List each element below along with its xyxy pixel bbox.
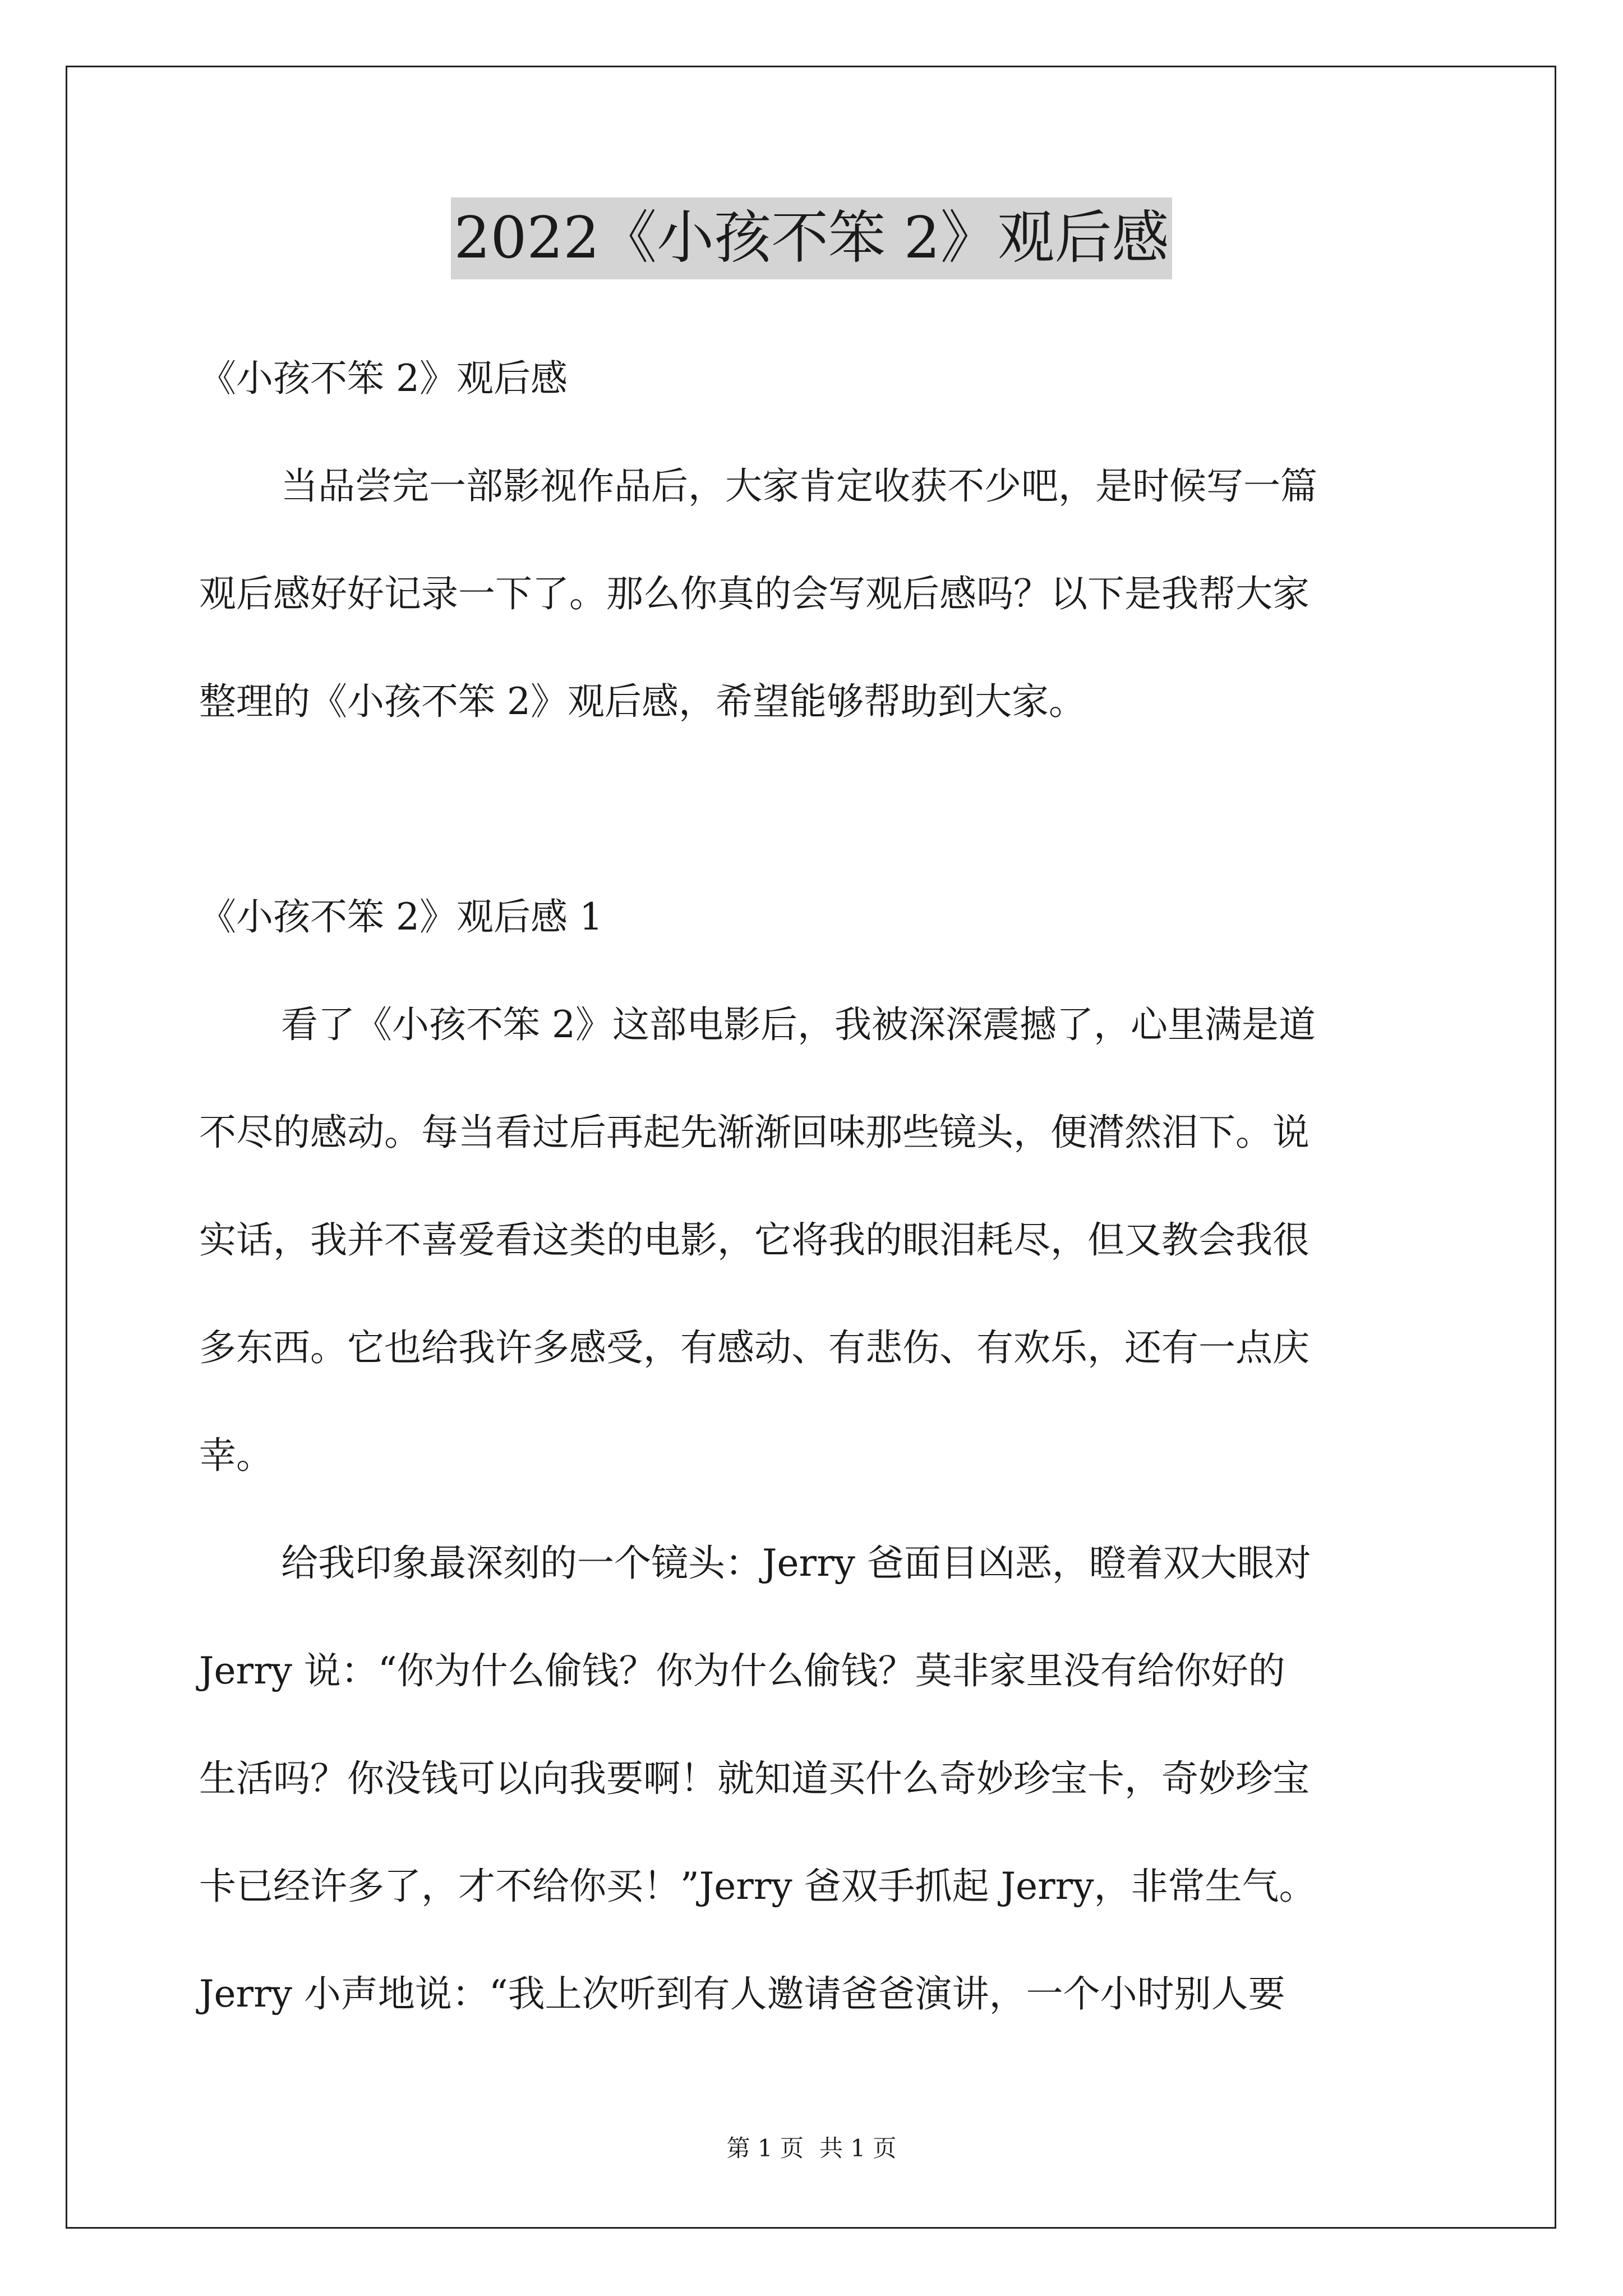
document-title: 2022《小孩不笨 2》观后感 <box>451 197 1173 279</box>
paragraph-line: Jerry 说：“你为什么偷钱？你为什么偷钱？莫非家里没有给你好的 <box>199 1649 1285 1692</box>
paragraph-line: 不尽的感动。每当看过后再起先渐渐回味那些镜头，便潸然泪下。说 <box>199 1111 1310 1154</box>
subtitle-heading: 《小孩不笨 2》观后感 <box>199 357 568 400</box>
paragraph-line: 观后感好好记录一下了。那么你真的会写观后感吗？以下是我帮大家 <box>199 572 1310 615</box>
paragraph-line: Jerry 小声地说：“我上次听到有人邀请爸爸演讲，一个小时别人要 <box>199 1972 1285 2016</box>
paragraph-line: 多东西。它也给我许多感受，有感动、有悲伤、有欢乐，还有一点庆 <box>199 1326 1310 1369</box>
paragraph-line: 看了《小孩不笨 2》这部电影后，我被深深震撼了，心里满是道 <box>281 1003 1316 1046</box>
paragraph-line: 实话，我并不喜爱看这类的电影，它将我的眼泪耗尽，但又教会我很 <box>199 1218 1310 1262</box>
page-footer <box>0 2132 1623 2165</box>
paragraph-line: 卡已经许多了，才不给你买！”Jerry 爸双手抓起 Jerry，非常生气。 <box>199 1865 1316 1908</box>
paragraph-line: 当品尝完一部影视作品后，大家肯定收获不少吧，是时候写一篇 <box>281 464 1317 508</box>
paragraph-line: 生活吗？你没钱可以向我要啊！就知道买什么奇妙珍宝卡，奇妙珍宝 <box>199 1757 1310 1800</box>
section-heading: 《小孩不笨 2》观后感 1 <box>199 895 603 938</box>
page-total: 共 1 页 <box>819 2134 897 2162</box>
paragraph-line: 幸。 <box>199 1434 273 1477</box>
paragraph-line: 给我印象最深刻的一个镜头：Jerry 爸面目凶恶，瞪着双大眼对 <box>281 1542 1311 1585</box>
paragraph-line: 整理的《小孩不笨 2》观后感，希望能够帮助到大家。 <box>199 680 1086 723</box>
page-number: 第 1 页 <box>726 2134 804 2162</box>
title-container <box>0 197 1623 279</box>
